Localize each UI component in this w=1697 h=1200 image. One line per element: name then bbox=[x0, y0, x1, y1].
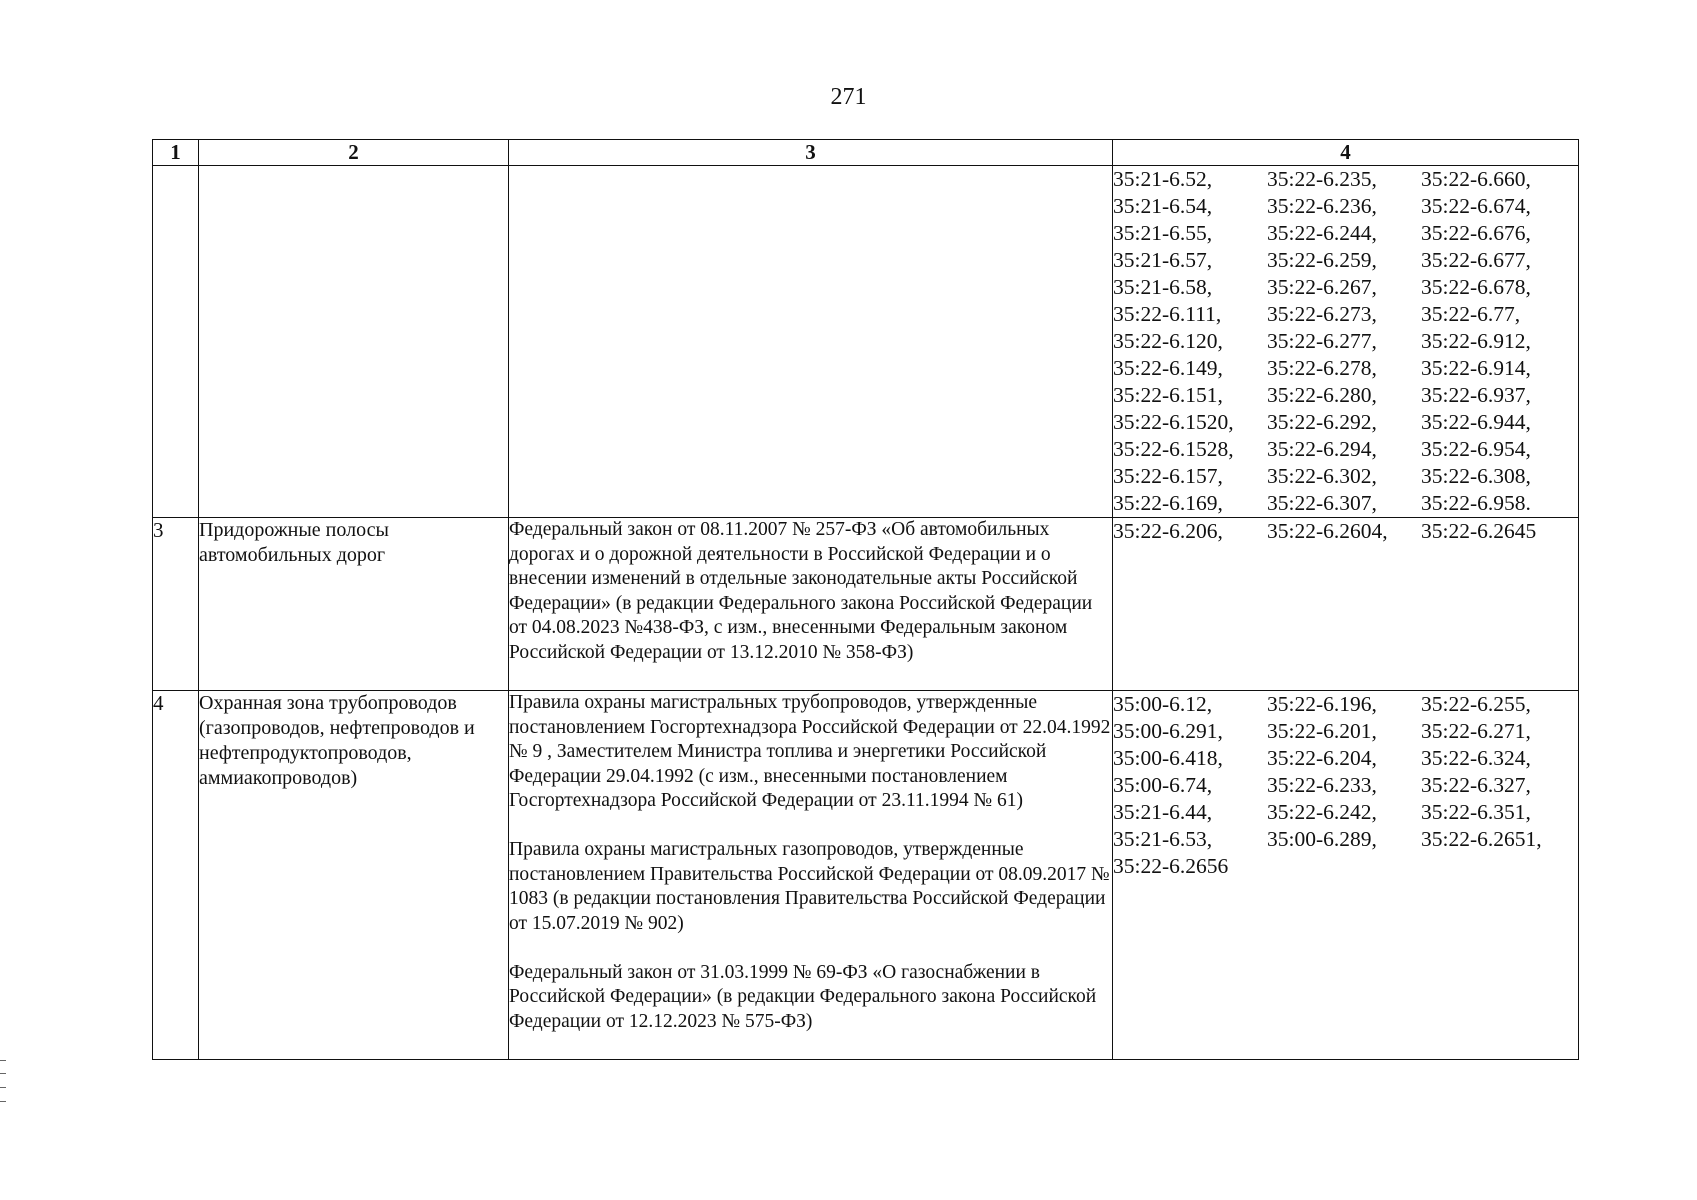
registry-number: 35:22-6.2651, bbox=[1421, 827, 1542, 851]
registry-number: 35:22-6.244, bbox=[1267, 221, 1377, 245]
table-row bbox=[153, 166, 1579, 518]
registry-number: 35:22-6.273, bbox=[1267, 302, 1377, 326]
registry-number: 35:21-6.52, bbox=[1113, 167, 1213, 191]
registry-number: 35:00-6.12, bbox=[1113, 692, 1213, 716]
zone-registry-numbers bbox=[1113, 691, 1579, 1060]
registry-number: 35:00-6.74, bbox=[1113, 773, 1213, 797]
column-header-3: 3 bbox=[509, 140, 1113, 166]
registry-number: 35:22-6.2656 bbox=[1113, 854, 1229, 878]
registry-number: 35:22-6.302, bbox=[1267, 464, 1377, 488]
column-header-1: 1 bbox=[153, 140, 199, 166]
table-row bbox=[153, 518, 1579, 691]
row-number: 4 bbox=[153, 691, 199, 1060]
registry-number: 35:22-6.958. bbox=[1421, 491, 1531, 515]
registry-number: 35:21-6.53, bbox=[1113, 827, 1213, 851]
registry-number: 35:22-6.267, bbox=[1267, 275, 1377, 299]
registry-number: 35:22-6.677, bbox=[1421, 248, 1531, 272]
registry-number: 35:22-6.1528, bbox=[1113, 437, 1234, 461]
registry-number: 35:22-6.280, bbox=[1267, 383, 1377, 407]
registry-number: 35:22-6.157, bbox=[1113, 464, 1223, 488]
zone-name: Охранная зона трубопроводов (газопроводов, нефтепроводов и нефтепродуктопроводов, аммиакопроводов) bbox=[199, 691, 509, 1060]
registry-number: 35:21-6.58, bbox=[1113, 275, 1213, 299]
row-number bbox=[153, 166, 199, 518]
registry-number: 35:22-6.278, bbox=[1267, 356, 1377, 380]
registry-number: 35:22-6.294, bbox=[1267, 437, 1377, 461]
registry-number: 35:22-6.196, bbox=[1267, 692, 1377, 716]
registry-number: 35:22-6.111, bbox=[1113, 302, 1222, 326]
scan-margin-marks bbox=[0, 1060, 6, 1102]
zone-name: Придорожные полосы автомобильных дорог bbox=[199, 518, 509, 691]
column-header-2: 2 bbox=[199, 140, 509, 166]
registry-number: 35:22-6.151, bbox=[1113, 383, 1223, 407]
registry-number: 35:00-6.291, bbox=[1113, 719, 1223, 743]
registry-number: 35:22-6.149, bbox=[1113, 356, 1223, 380]
zone-registry-numbers bbox=[1113, 518, 1579, 691]
registry-number: 35:22-6.201, bbox=[1267, 719, 1377, 743]
zones-table bbox=[152, 139, 1579, 1060]
registry-number: 35:22-6.255, bbox=[1421, 692, 1531, 716]
registry-number: 35:22-6.1520, bbox=[1113, 410, 1234, 434]
registry-number: 35:22-6.204, bbox=[1267, 746, 1377, 770]
registry-number: 35:22-6.674, bbox=[1421, 194, 1531, 218]
table-row bbox=[153, 691, 1579, 1060]
registry-number: 35:22-6.206, bbox=[1113, 519, 1223, 543]
registry-number: 35:22-6.235, bbox=[1267, 167, 1377, 191]
legal-act-paragraph: Правила охраны магистральных газопроводов, утвержденные постановлением Правительства Российской Федерации от 08.09.2017 № 1083 (в редакции постановления Правительства Российской Федерации от 15.07.2019 № 902) bbox=[509, 839, 1110, 934]
registry-number: 35:22-6.2604, bbox=[1267, 519, 1388, 543]
registry-number: 35:21-6.54, bbox=[1113, 194, 1213, 218]
zone-registry-numbers bbox=[1113, 166, 1579, 518]
registry-number-grid bbox=[1113, 166, 1578, 517]
registry-number: 35:22-6.327, bbox=[1421, 773, 1531, 797]
registry-number: 35:22-6.912, bbox=[1421, 329, 1531, 353]
registry-number: 35:22-6.236, bbox=[1267, 194, 1377, 218]
registry-number: 35:22-6.954, bbox=[1421, 437, 1531, 461]
registry-number: 35:22-6.351, bbox=[1421, 800, 1531, 824]
registry-number: 35:21-6.55, bbox=[1113, 221, 1213, 245]
registry-number: 35:22-6.308, bbox=[1421, 464, 1531, 488]
page-number: 271 bbox=[830, 84, 867, 110]
registry-number: 35:22-6.307, bbox=[1267, 491, 1377, 515]
legal-basis bbox=[509, 518, 1113, 691]
registry-number: 35:22-6.2645 bbox=[1421, 519, 1537, 543]
registry-number: 35:22-6.120, bbox=[1113, 329, 1223, 353]
legal-act-paragraph: Федеральный закон от 31.03.1999 № 69-ФЗ «О газоснабжении в Российской Федерации» (в редакции Федерального закона Российской Федерации от 12.12.2023 № 575-ФЗ) bbox=[509, 961, 1097, 1032]
registry-number: 35:21-6.57, bbox=[1113, 248, 1213, 272]
zone-name bbox=[199, 166, 509, 518]
column-header-4: 4 bbox=[1113, 140, 1579, 166]
registry-number: 35:22-6.169, bbox=[1113, 491, 1223, 515]
registry-number: 35:22-6.324, bbox=[1421, 746, 1531, 770]
registry-number: 35:00-6.289, bbox=[1267, 827, 1377, 851]
legal-act-paragraph: Правила охраны магистральных трубопроводов, утвержденные постановлением Госгортехнадзора Российской Федерации от 22.04.1992 № 9 , Заместителем Министра топлива и энергетики Российской Федерации 29.04.1992 (с изм., внесенными постановлением Госгортехнадзора Российской Федерации от 23.11.1994 № 61) bbox=[509, 692, 1111, 811]
registry-number: 35:22-6.937, bbox=[1421, 383, 1531, 407]
registry-number: 35:22-6.77, bbox=[1421, 302, 1521, 326]
legal-basis bbox=[509, 166, 1113, 518]
registry-number: 35:21-6.44, bbox=[1113, 800, 1213, 824]
registry-number: 35:22-6.242, bbox=[1267, 800, 1377, 824]
registry-number: 35:00-6.418, bbox=[1113, 746, 1223, 770]
registry-number: 35:22-6.292, bbox=[1267, 410, 1377, 434]
registry-number-grid bbox=[1113, 691, 1578, 880]
registry-number: 35:22-6.259, bbox=[1267, 248, 1377, 272]
legal-act-paragraph: Федеральный закон от 08.11.2007 № 257-ФЗ «Об автомобильных дорогах и о дорожной деятельности в Российской Федерации и о внесении изменений в отдельные законодательные акты Российской Федерации» (в редакции Федерального закона Российской Федерации от 04.08.2023 №438-ФЗ, с изм., внесенными Федеральным законом Российской Федерации от 13.12.2010 № 358-ФЗ) bbox=[509, 519, 1093, 663]
row-number: 3 bbox=[153, 518, 199, 691]
registry-number: 35:22-6.944, bbox=[1421, 410, 1531, 434]
registry-number: 35:22-6.277, bbox=[1267, 329, 1377, 353]
registry-number: 35:22-6.660, bbox=[1421, 167, 1531, 191]
registry-number: 35:22-6.914, bbox=[1421, 356, 1531, 380]
table-header-row bbox=[153, 140, 1579, 166]
registry-number: 35:22-6.233, bbox=[1267, 773, 1377, 797]
registry-number: 35:22-6.271, bbox=[1421, 719, 1531, 743]
legal-basis bbox=[509, 691, 1113, 1060]
registry-number: 35:22-6.678, bbox=[1421, 275, 1531, 299]
registry-number: 35:22-6.676, bbox=[1421, 221, 1531, 245]
registry-number-grid bbox=[1113, 518, 1578, 545]
